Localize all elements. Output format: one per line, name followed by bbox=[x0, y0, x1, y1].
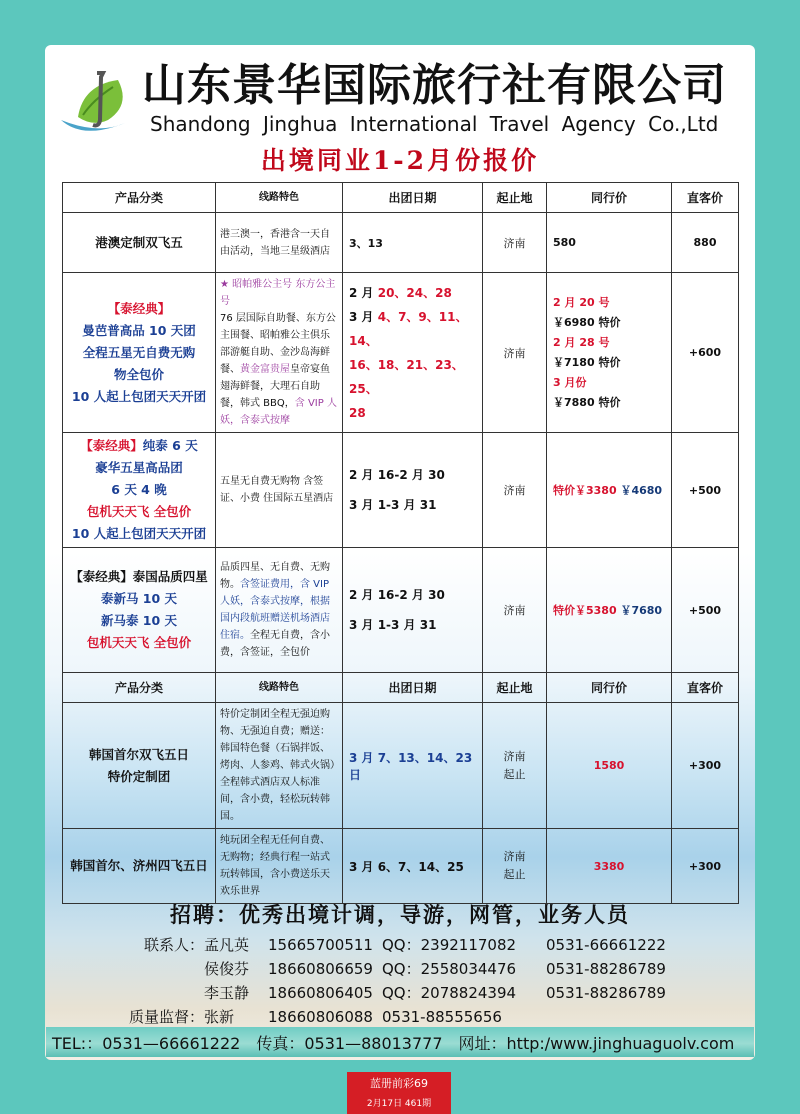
departure-dates: 2 月 20、24、28 3 月 4、7、9、11、14、 16、18、21、23、25、 28 bbox=[343, 273, 483, 433]
column-header: 直客价 bbox=[672, 673, 739, 703]
origin-city: 济南 起止 bbox=[483, 703, 547, 829]
column-header: 产品分类 bbox=[63, 183, 216, 213]
retail-price: 880 bbox=[672, 213, 739, 273]
origin-city: 济南 bbox=[483, 273, 547, 433]
company-logo bbox=[53, 65, 133, 140]
origin-city: 济南 bbox=[483, 213, 547, 273]
departure-dates: 2 月 16-2 月 30 3 月 1-3 月 31 bbox=[343, 433, 483, 548]
departure-dates: 2 月 16-2 月 30 3 月 1-3 月 31 bbox=[343, 548, 483, 673]
issue-badge: 蓝册前彩69 2月17日 461期 bbox=[347, 1072, 451, 1114]
column-header: 出团日期 bbox=[343, 673, 483, 703]
route-features: 纯玩团全程无任何自费、无购物；经典行程一站式玩转韩国，含小费送乐天欢乐世界 bbox=[216, 829, 343, 904]
column-header: 起止地 bbox=[483, 673, 547, 703]
route-features: 港三澳一，香港含一天自由活动，当地三星级酒店 bbox=[216, 213, 343, 273]
retail-price: +300 bbox=[672, 703, 739, 829]
table-row bbox=[63, 273, 739, 433]
company-name-cn: 山东景华国际旅行社有限公司 bbox=[142, 60, 727, 111]
trade-price: 580 bbox=[547, 213, 672, 273]
table-row bbox=[63, 548, 739, 673]
price-table bbox=[62, 182, 739, 904]
company-name-en: Shandong Jinghua International Travel Agency Co.,Ltd bbox=[150, 112, 719, 136]
contact-list bbox=[128, 933, 666, 1029]
table-row bbox=[63, 213, 739, 273]
column-header: 同行价 bbox=[547, 183, 672, 213]
column-header: 线路特色 bbox=[216, 183, 343, 213]
origin-city: 济南 bbox=[483, 548, 547, 673]
column-header: 直客价 bbox=[672, 183, 739, 213]
product-name: 【泰经典】纯泰 6 天 豪华五星高品团 6 天 4 晚 包机天天飞 全包价 10 人起上包团天天开团 bbox=[63, 433, 216, 548]
trade-price: 特价￥5380 ￥7680 bbox=[547, 548, 672, 673]
contact-row: 质量监督： 张新 18660806088 0531-88555656 bbox=[128, 1008, 502, 1026]
footer-fax: 传真：0531—88013777 bbox=[256, 1033, 443, 1053]
retail-price: +600 bbox=[672, 273, 739, 433]
column-header: 同行价 bbox=[547, 673, 672, 703]
product-name: 【泰经典】 曼芭普高品 10 天团 全程五星无自费无购 物全包价 10 人起上包团天天开团 bbox=[63, 273, 216, 433]
trade-price: 1580 bbox=[547, 703, 672, 829]
departure-dates: 3、13 bbox=[343, 213, 483, 273]
column-header: 线路特色 bbox=[216, 673, 343, 703]
departure-dates: 3 月 6、7、14、25 bbox=[343, 829, 483, 904]
trade-price: 3380 bbox=[547, 829, 672, 904]
retail-price: +500 bbox=[672, 548, 739, 673]
footer-tel: TEL:：0531—66661222 bbox=[52, 1033, 241, 1053]
column-header: 产品分类 bbox=[63, 673, 216, 703]
trade-price: 特价￥3380 ￥4680 bbox=[547, 433, 672, 548]
table-row bbox=[63, 829, 739, 904]
origin-city: 济南 bbox=[483, 433, 547, 548]
product-name: 港澳定制双飞五 bbox=[63, 213, 216, 273]
route-features: 五星无自费无购物 含签证、小费 住国际五星酒店 bbox=[216, 433, 343, 548]
contact-row: 联系人： 孟凡英 15665700511 QQ：2392117082 0531-66661222 bbox=[143, 936, 666, 954]
page-subtitle: 出境同业1-2月份报价 bbox=[260, 146, 540, 175]
product-name: 【泰经典】泰国品质四星 泰新马 10 天 新马泰 10 天 包机天天飞 全包价 bbox=[63, 548, 216, 673]
product-name: 韩国首尔双飞五日 特价定制团 bbox=[63, 703, 216, 829]
contact-row: 侯俊芬 18660806659 QQ：2558034476 0531-88286789 bbox=[204, 960, 666, 978]
column-header: 出团日期 bbox=[343, 183, 483, 213]
route-features: 品质四星、无自费、无购物。含签证费用，含 VIP 人妖，含泰式按摩，根据国内段航班赠送机场酒店住宿。全程无自费，含小费，含签证，全包价 bbox=[216, 548, 343, 673]
table-row bbox=[63, 433, 739, 548]
contact-row: 李玉静 18660806405 QQ：2078824394 0531-88286789 bbox=[204, 984, 666, 1002]
footer-bar bbox=[46, 1027, 754, 1057]
table-row bbox=[63, 703, 739, 829]
retail-price: +500 bbox=[672, 433, 739, 548]
column-header: 起止地 bbox=[483, 183, 547, 213]
table-header-row bbox=[63, 673, 739, 703]
trade-price: 2 月 20 号 ￥6980 特价 2 月 28 号 ￥7180 特价 3 月份 ￥7880 特价 bbox=[547, 273, 672, 433]
footer-website[interactable]: 网址：http:/www.jinghuaguolv.com bbox=[458, 1033, 735, 1053]
product-name: 韩国首尔、济州四飞五日 bbox=[63, 829, 216, 904]
table-header-row bbox=[63, 183, 739, 213]
recruitment-banner: 招聘：优秀出境计调，导游，网管，业务人员 bbox=[170, 903, 630, 927]
departure-dates: 3 月 7、13、14、23 日 bbox=[343, 703, 483, 829]
route-features: 特价定制团全程无强迫购物、无强迫自费；赠送：韩国特色餐（石锅拌饭、烤肉、人参鸡、韩式火锅）全程韩式酒店双人标准间，含小费，轻松玩转韩国。 bbox=[216, 703, 343, 829]
retail-price: +300 bbox=[672, 829, 739, 904]
origin-city: 济南 起止 bbox=[483, 829, 547, 904]
route-features: ★ 昭帕雅公主号 东方公主号 76 层国际自助餐、东方公主围餐、昭帕雅公主俱乐部游艇自助、金沙岛海鲜餐、黄金富贵屋皇帝宴鱼翅海鲜餐，大理石自助餐，韩式 BBQ，含 VIP 人妖，含泰式按摩 bbox=[216, 273, 343, 433]
